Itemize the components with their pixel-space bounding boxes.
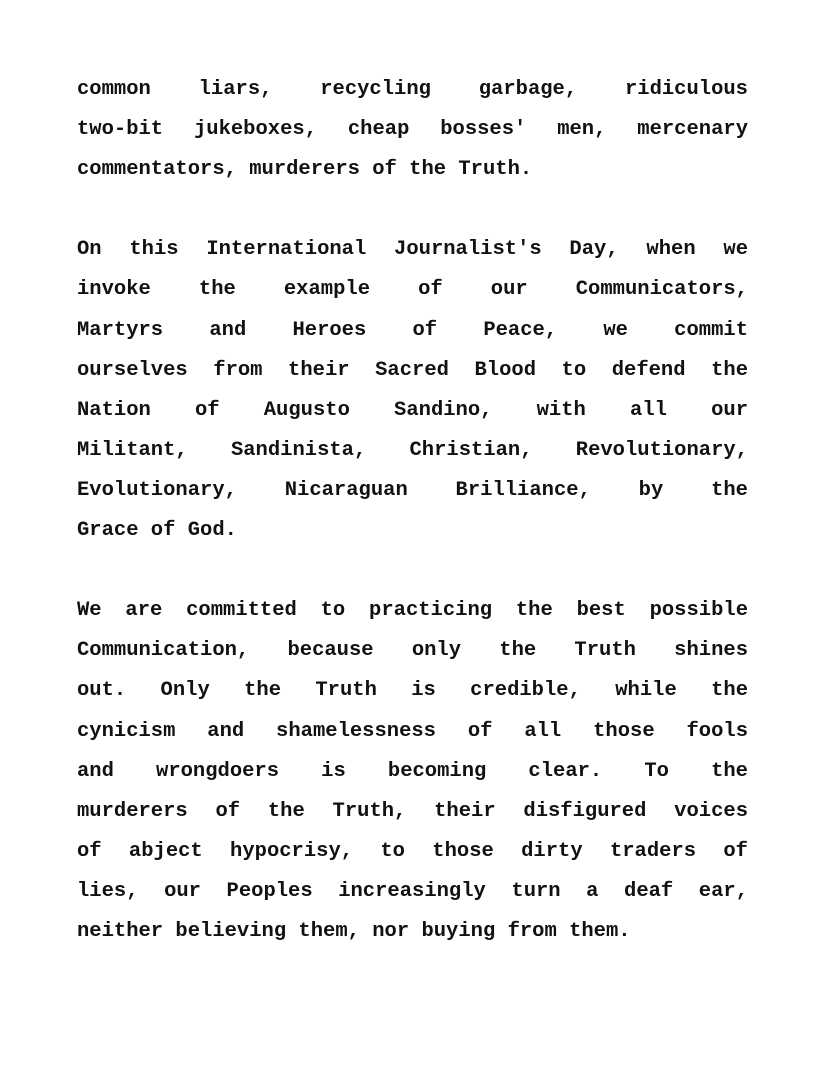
paragraph-gap — [77, 190, 748, 230]
text-line: We are committed to practicing the best possible — [77, 599, 748, 623]
paragraph-gap — [77, 551, 748, 591]
text-line: common liars, recycling garbage, ridiculous — [77, 78, 748, 101]
text-line: of abject hypocrisy, to those dirty traders of — [77, 839, 748, 863]
text-line: murderers of the Truth, their disfigured voices — [77, 799, 748, 823]
text-line: Grace of God. — [77, 519, 237, 543]
text-line: and wrongdoers is becoming clear. To the — [77, 759, 748, 783]
text-line: ourselves from their Sacred Blood to defend the — [77, 358, 748, 382]
text-line: Martyrs and Heroes of Peace, we commit — [77, 318, 748, 342]
text-line: Communication, because only the Truth shines — [77, 639, 748, 663]
text-line: Nation of Augusto Sandino, with all our — [77, 398, 748, 422]
text-line: two-bit jukeboxes, cheap bosses' men, mercenary — [77, 118, 748, 142]
text-line: lies, our Peoples increasingly turn a deaf ear, — [77, 879, 748, 903]
paragraph-1 — [77, 70, 748, 190]
text-line: invoke the example of our Communicators, — [77, 278, 748, 302]
text-line: out. Only the Truth is credible, while the — [77, 679, 748, 703]
text-line: Militant, Sandinista, Christian, Revolutionary, — [77, 438, 748, 462]
paragraph-2 — [77, 230, 748, 551]
text-line: On this International Journalist's Day, when we — [77, 238, 748, 262]
text-line: Evolutionary, Nicaraguan Brilliance, by the — [77, 478, 748, 502]
paragraph-3 — [77, 591, 748, 952]
text-line: commentators, murderers of the Truth. — [77, 158, 533, 182]
text-line: cynicism and shamelessness of all those fools — [77, 719, 748, 743]
text-line: neither believing them, nor buying from them. — [77, 919, 631, 943]
document-page — [77, 70, 748, 952]
